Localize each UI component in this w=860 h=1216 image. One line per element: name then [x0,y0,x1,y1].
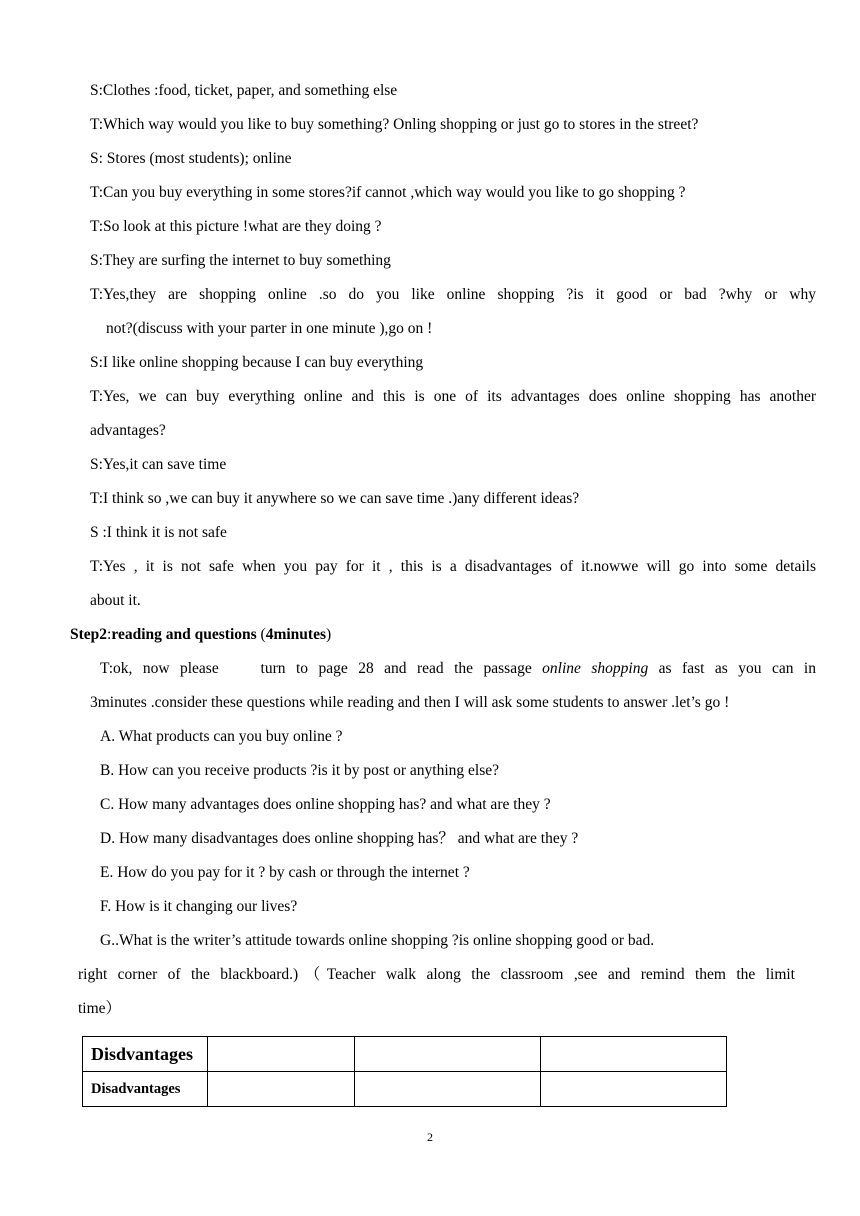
question-item: A. What products can you buy online ? [100,728,343,745]
step-paren-close: ) [326,626,332,643]
step-label: Step2 [70,626,108,643]
question-item: E. How do you pay for it ? by cash or through the internet ? [100,864,470,881]
table-cell [354,1072,540,1107]
step-colon: : [107,626,112,643]
instruction-text: T:ok, now please turn to page 28 and read the passage [100,660,543,677]
step-heading [70,618,796,652]
dialogue-line: T:Yes,they are shopping online .so do you like online shopping ?is it good or bad ?why or why [90,286,816,303]
dialogue-line: S: Stores (most students); online [90,150,292,167]
reading-instruction: 3minutes .consider these questions while reading and then I will ask some students to answer .let’s go ! [90,694,730,711]
table-row [83,1037,727,1072]
reading-instruction [100,652,816,686]
instruction-text: as fast as you can in [648,660,816,677]
dialogue-line: about it. [90,592,141,609]
dialogue-line: S :I think it is not safe [90,524,227,541]
table-cell [207,1072,354,1107]
dialogue-line: T:I think so ,we can buy it anywhere so we can save time .)any different ideas? [90,490,580,507]
table-cell [540,1072,726,1107]
dialogue-line: T:So look at this picture !what are they doing ? [90,218,382,235]
teacher-note: right corner of the blackboard.)（Teacher walk along the classroom ,see and remind them the limit [78,966,795,983]
page-number: 2 [427,1130,433,1144]
dialogue-line: T:Which way would you like to buy something? Onling shopping or just go to stores in the street? [90,116,699,133]
dialogue-line: S:Clothes :food, ticket, paper, and something else [90,82,398,99]
question-item: C. How many advantages does online shopping has? and what are they ? [100,796,551,813]
question-item: F. How is it changing our lives? [100,898,298,915]
table-cell [207,1037,354,1072]
step-duration: 4minutes [265,626,326,643]
row-label: Disadvantages [83,1072,208,1107]
table-cell [540,1037,726,1072]
advantages-table [82,1036,727,1107]
table-cell [354,1037,540,1072]
table-row [83,1072,727,1107]
step-title: reading and questions [111,626,257,643]
step-paren-open: ( [256,626,266,643]
dialogue-line: T:Yes, we can buy everything online and this is one of its advantages does online shopping has another [90,388,816,405]
teacher-note: time） [78,1000,122,1017]
dialogue-line: T:Yes , it is not safe when you pay for it , this is a disadvantages of it.nowwe will go into some details [90,558,816,575]
dialogue-line: not?(discuss with your parter in one minute ),go on ! [106,320,433,337]
row-label: Disdvantages [83,1037,208,1072]
passage-title: online shopping [542,660,649,677]
dialogue-line: S:Yes,it can save time [90,456,227,473]
dialogue-line: S:I like online shopping because I can buy everything [90,354,424,371]
question-item: B. How can you receive products ?is it by post or anything else? [100,762,500,779]
question-item: G..What is the writer’s attitude towards online shopping ?is online shopping good or bad. [100,932,655,949]
dialogue-line: S:They are surfing the internet to buy something [90,252,391,269]
dialogue-line: advantages? [90,422,166,439]
question-item: D. How many disadvantages does online shopping has？ and what are they ? [100,830,579,847]
dialogue-line: T:Can you buy everything in some stores?if cannot ,which way would you like to go shopping ? [90,184,686,201]
